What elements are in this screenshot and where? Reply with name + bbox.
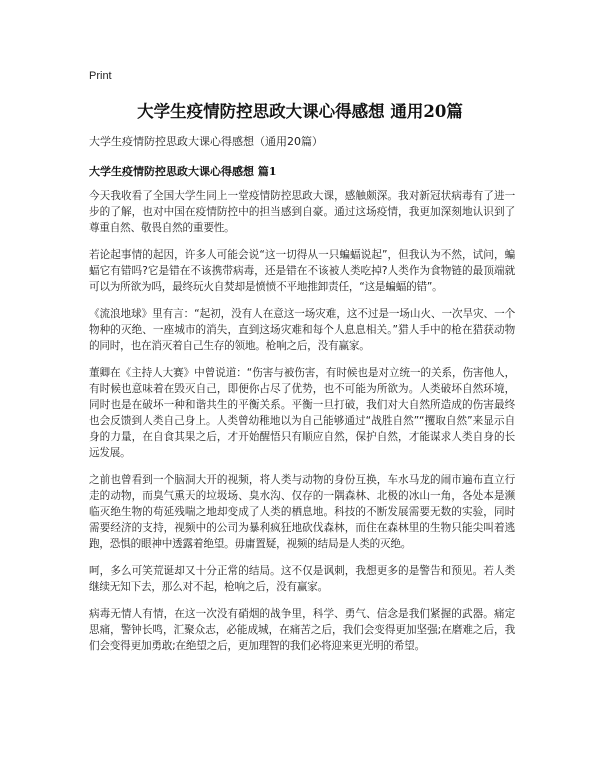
paragraph: 《流浪地球》里有言：“起初，没有人在意这一场灾难，这不过是一场山火、一次旱灾、一个物种的灭绝、一座城市的消失，直到这场灾难和每个人息息相关。”猎人手中的枪在猎获动物的同时，也在消灭着自己生存的领地。枪响之后，没有赢家。 [89,308,515,352]
document-subtitle: 大学生疫情防控思政大课心得感想（通用20篇） [89,135,323,148]
section-heading: 大学生疫情防控思政大课心得感想 篇1 [89,165,277,178]
paragraph: 董卿在《主持人大赛》中曾说道：“伤害与被伤害，有时候也是对立统一的关系，伤害他人，有时候也意味着在毁灭自己，即便你占尽了优势，也不可能为所欲为。人类破坏自然环境，同时也是在破坏一种和谐共生的平衡关系。平衡一旦打破，我们对大自然所造成的伤害最终也会反馈到人类自己身上。人类曾幼稚地以为自己能够通过“战胜自然”“攫取自然”来显示自身的力量，在自食其果之后，才开始醒悟只有顺应自然，保护自然，才能谋求人类自身的长远发展。 [89,367,515,459]
paragraph: 今天我收看了全国大学生同上一堂疫情防控思政大课，感触颇深。我对新冠状病毒有了进一步的了解，也对中国在疫情防控中的担当感到自豪。通过这场疫情，我更加深刻地认识到了尊重自然、敬畏自然的重要性。 [89,190,515,234]
paragraph: 若论起事情的起因，许多人可能会说“这一切得从一只蝙蝠说起”，但我认为不然，试问，蝙蝠它有错吗?它是错在不该携带病毒，还是错在不该被人类吃掉?人类作为食物链的最顶端就可以为所欲为吗，最终玩火自焚却是愤愤不平地推卸责任，“这是蝙蝠的错”。 [89,249,515,293]
page-title: 大学生疫情防控思政大课心得感想 通用20篇 [137,102,463,121]
paragraph: 呵，多么可笑荒诞却又十分正常的结局。这不仅是讽刺，我想更多的是警告和预见。若人类继续无知下去，那么对不起，枪响之后，没有赢家。 [89,565,515,593]
paragraph: 之前也曾看到一个脑洞大开的视频，将人类与动物的身份互换，车水马龙的闹市遍布直立行走的动物，而臭气熏天的垃圾场、臭水沟、仅存的一隅森林、北极的冰山一角，各处本是濒临灭绝生物的苟延残喘之地却变成了人类的栖息地。科技的不断发展需要无数的实验，同时需要经济的支持，视频中的公司为暴利疯狂地砍伐森林，而住在森林里的生物只能尖叫着逃跑，恐惧的眼神中透露着绝望。毋庸置疑，视频的结局是人类的灭绝。 [89,474,515,550]
paragraph: 病毒无情人有情，在这一次没有硝烟的战争里，科学、勇气、信念是我们紧握的武器。痛定思痛，警钟长鸣，汇聚众志，必能成城，在痛苦之后，我们会变得更加坚强;在磨难之后，我们会变得更加勇敢;在绝望之后，更加理智的我们必将迎来更光明的希望。 [89,608,515,652]
document-body [89,188,515,665]
print-label[interactable]: Print [89,70,112,82]
